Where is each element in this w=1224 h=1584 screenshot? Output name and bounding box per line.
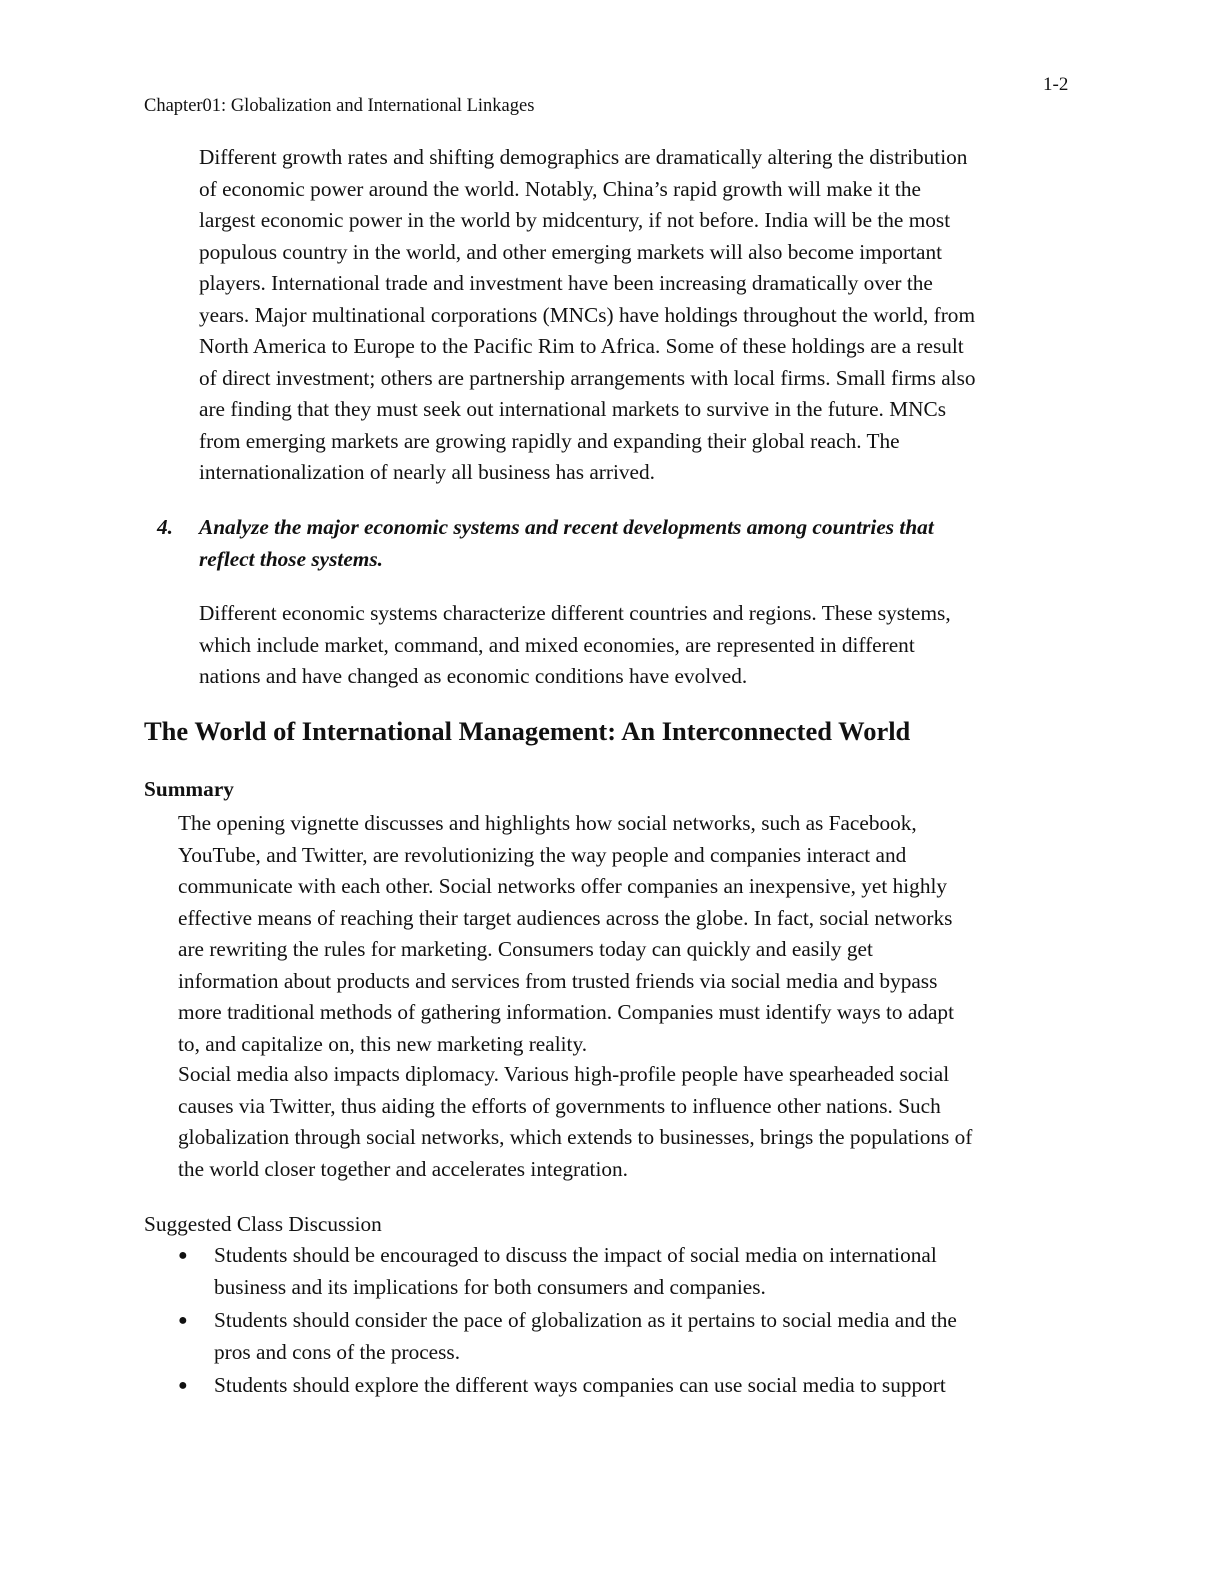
text-line: Different economic systems characterize different countries and regions. These systems, (199, 601, 951, 625)
discussion-label: Suggested Class Discussion (144, 1212, 382, 1236)
text-line: Students should consider the pace of globalization as it pertains to social media and the (214, 1308, 957, 1332)
text-line: largest economic power in the world by midcentury, if not before. India will be the most (199, 208, 951, 232)
text-line: pros and cons of the process. (214, 1339, 461, 1364)
text-line: Social media also impacts diplomacy. Various high-profile people have spearheaded social (178, 1062, 950, 1086)
list-item (178, 1240, 957, 1303)
text-line: globalization through social networks, which extends to businesses, brings the populations of (178, 1125, 973, 1149)
intro-paragraph (199, 142, 976, 489)
learning-objective (199, 512, 934, 575)
text-line: Different growth rates and shifting demographics are dramatically altering the distribution (199, 145, 968, 169)
text-line: internationalization of nearly all business has arrived. (199, 460, 655, 484)
bullet-icon: ● (178, 1377, 188, 1394)
text-line: information about products and services from trusted friends via social media and bypass (178, 968, 938, 993)
list-item (178, 1305, 957, 1368)
text-line: communicate with each other. Social networks offer companies an inexpensive, yet highly (178, 874, 948, 898)
text-line: Analyze the major economic systems and recent developments among countries that (199, 515, 934, 539)
list-item (178, 1370, 957, 1402)
text-line: effective means of reaching their target audiences across the globe. In fact, social networks (178, 905, 953, 930)
text-line: Students should be encouraged to discuss the impact of social media on international (214, 1243, 937, 1267)
text-line: populous country in the world, and other emerging markets will also become important (199, 239, 943, 264)
text-line: nations and have changed as economic conditions have evolved. (199, 664, 748, 688)
text-line: Students should explore the different ways companies can use social media to support (214, 1373, 946, 1397)
text-line: YouTube, and Twitter, are revolutionizing the way people and companies interact and (178, 842, 907, 867)
text-line: are finding that they must seek out international markets to survive in the future. MNCs (199, 397, 947, 421)
page-number: 1-2 (1043, 74, 1069, 95)
text-line: which include market, command, and mixed economies, are represented in different (199, 632, 915, 657)
text-line: more traditional methods of gathering information. Companies must identify ways to adapt (178, 1000, 954, 1024)
text-line: The opening vignette discusses and highlights how social networks, such as Facebook, (178, 811, 917, 835)
objective-paragraph (199, 598, 951, 693)
objective-number: 4. (157, 515, 173, 539)
text-line: from emerging markets are growing rapidly and expanding their global reach. The (199, 428, 900, 453)
text-line: are rewriting the rules for marketing. Consumers today can quickly and easily get (178, 937, 873, 961)
bullet-icon: ● (178, 1247, 188, 1264)
text-line: of direct investment; others are partnership arrangements with local firms. Small firms also (199, 365, 976, 390)
text-line: years. Major multinational corporations (MNCs) have holdings throughout the world, from (199, 302, 976, 327)
text-line: causes via Twitter, thus aiding the efforts of governments to influence other nations. Such (178, 1093, 941, 1118)
text-line: North America to Europe to the Pacific Rim to Africa. Some of these holdings are a result (199, 334, 964, 358)
summary-paragraph-1 (178, 808, 954, 1060)
discussion-list (178, 1240, 957, 1402)
text-line: business and its implications for both consumers and companies. (214, 1274, 766, 1299)
text-line: of economic power around the world. Notably, China’s rapid growth will make it the (199, 176, 921, 201)
text-line: to, and capitalize on, this new marketing reality. (178, 1031, 588, 1056)
text-line: players. International trade and investment have been increasing dramatically over the (199, 271, 933, 295)
section-title: The World of International Management: An Interconnected World (144, 716, 911, 746)
text-line: reflect those systems. (199, 546, 383, 571)
summary-heading: Summary (144, 777, 234, 801)
bullet-icon: ● (178, 1312, 188, 1329)
text-line: the world closer together and accelerates integration. (178, 1156, 628, 1181)
summary-paragraph-2 (178, 1059, 972, 1185)
running-header: Chapter01: Globalization and International Linkages (144, 96, 535, 116)
